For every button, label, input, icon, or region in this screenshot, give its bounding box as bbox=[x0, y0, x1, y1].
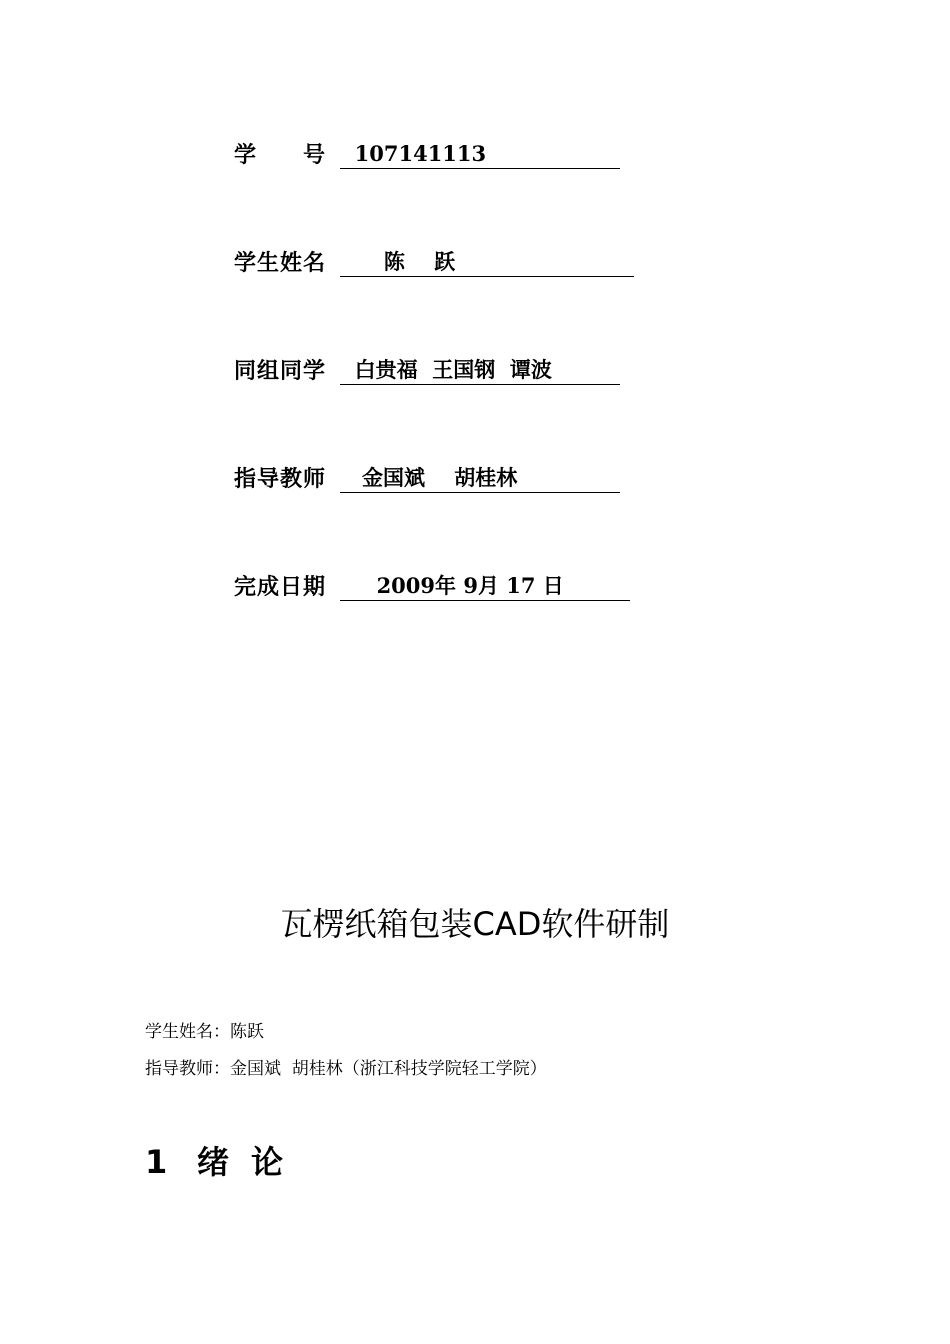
student-name-row bbox=[234, 241, 634, 277]
completion-date-row bbox=[234, 565, 630, 601]
student-id-value: 107141113 bbox=[340, 141, 620, 169]
section-number: 1 bbox=[145, 1143, 168, 1181]
completion-date-value: 2009年 9月 17 日 bbox=[340, 573, 630, 601]
completion-date-label: 完成日期 bbox=[234, 575, 327, 600]
student-id-label: 学 号 bbox=[234, 143, 327, 168]
advisor-row bbox=[234, 457, 620, 493]
student-id-row bbox=[234, 133, 620, 169]
section-heading bbox=[145, 1140, 305, 1184]
section-title: 绪论 bbox=[197, 1143, 306, 1181]
advisor-value: 金国斌 胡桂林 bbox=[340, 465, 620, 493]
paper-student-line: 学生姓名：陈跃 bbox=[145, 1022, 264, 1042]
advisor-label: 指导教师 bbox=[234, 467, 327, 492]
paper-title: 瓦楞纸箱包装CAD软件研制 bbox=[280, 905, 670, 943]
student-name-value: 陈 跃 bbox=[340, 249, 634, 277]
group-members-label: 同组同学 bbox=[234, 359, 327, 384]
student-name-label: 学生姓名 bbox=[234, 251, 327, 276]
group-members-row bbox=[234, 349, 620, 385]
paper-advisor-line: 指导教师：金国斌 胡桂林（浙江科技学院轻工学院） bbox=[145, 1059, 547, 1079]
group-members-value: 白贵福 王国钢 谭波 bbox=[340, 357, 620, 385]
